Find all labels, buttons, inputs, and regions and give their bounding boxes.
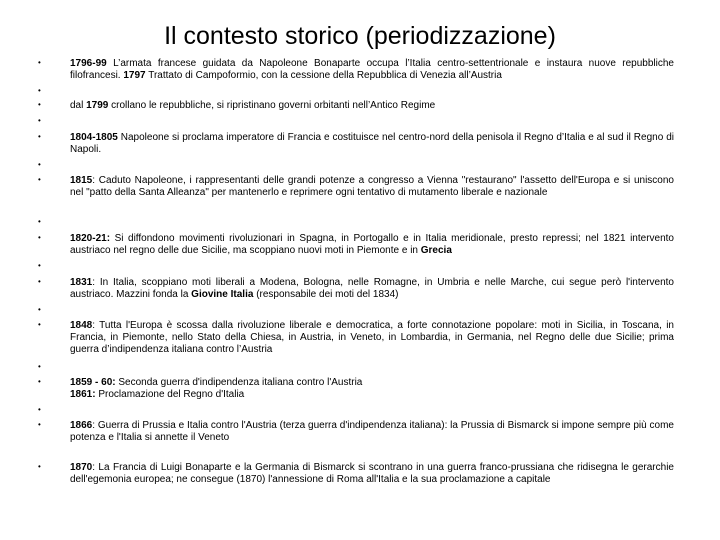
list-item: 1870: La Francia di Luigi Bonaparte e la Germania di Bismarck si scontrano in una guerra franco-prussiana che ridisegna le gerarchie dell'egemonia europea; ne consegue (1870) l'annessione di Roma all'Italia e la sua proclamazione a capitale <box>70 462 674 485</box>
bullet-icon: • <box>38 86 41 95</box>
bullet-icon: • <box>38 132 41 141</box>
bullet-icon: • <box>38 217 41 226</box>
list-item: 1820-21: Si diffondono movimenti rivoluzionari in Spagna, in Portogallo e in Italia meridionale, presto repressi; nel 1821 intervento austriaco nel regno delle due Sicilie, ma scoppiano nuovi moti in Piemonte e in Grecia <box>70 233 674 256</box>
bullet-icon: • <box>38 462 41 471</box>
bullet-icon: • <box>38 160 41 169</box>
item-date: 1870 <box>70 462 93 473</box>
list-item: 1859 - 60: Seconda guerra d'indipendenza italiana contro l'Austria 1861: Proclamazione del Regno d'Italia <box>70 377 363 400</box>
item-date: 1866 <box>70 420 93 431</box>
bullet-icon: • <box>38 116 41 125</box>
item-date: 1804-1805 <box>70 132 118 143</box>
item-date: 1820-21: <box>70 233 111 244</box>
bullet-icon: • <box>38 277 41 286</box>
bullet-icon: • <box>38 233 41 242</box>
slide-title: Il contesto storico (periodizzazione) <box>164 22 556 50</box>
list-item: 1848: Tutta l'Europa è scossa dalla rivoluzione liberale e democratica, a forte connotazione popolare: moti in Sicilia, in Toscana, in Francia, in Piemonte, nello Stato della Chiesa, in Austria, in Veneto, in Lombardia, in Germania, nel Regno delle due Sicilie; prima guerra d’indipendenza italiana contro l’Austria <box>70 320 674 355</box>
bullet-icon: • <box>38 100 41 109</box>
list-item: 1815: Caduto Napoleone, i rappresentanti delle grandi potenze a congresso a Vienna "restaurano" l'assetto dell'Europa e si uniscono nel "patto della Santa Alleanza" per mantenerlo e reprimere ogni tentativo di mutamento liberale e nazionale <box>70 175 674 198</box>
item-date: 1859 - 60: <box>70 377 116 388</box>
bullet-icon: • <box>38 261 41 270</box>
item-date: 1831 <box>70 277 93 288</box>
bullet-icon: • <box>38 320 41 329</box>
bullet-icon: • <box>38 405 41 414</box>
list-item: 1866: Guerra di Prussia e Italia contro l'Austria (terza guerra d'indipendenza italiana): la Prussia di Bismarck si impone sempre più come potenza e l'Italia si annette il Veneto <box>70 420 674 443</box>
bullet-icon: • <box>38 362 41 371</box>
item-date: 1848 <box>70 320 93 331</box>
item-date: 1796-99 <box>70 58 107 69</box>
bullet-icon: • <box>38 420 41 429</box>
bullet-icon: • <box>38 305 41 314</box>
list-item: dal 1799 crollano le repubbliche, si ripristinano governi orbitanti nell’Antico Regime <box>70 100 436 111</box>
bullet-icon: • <box>38 377 41 386</box>
item-date: 1815 <box>70 175 93 186</box>
bullet-icon: • <box>38 175 41 184</box>
list-item: 1831: In Italia, scoppiano moti liberali a Modena, Bologna, nelle Romagne, in Umbria e nelle Marche, cui segue però l'intervento austriaco. Mazzini fonda la Giovine Italia (responsabile dei moti del 1834) <box>70 277 674 300</box>
list-item: 1804-1805 Napoleone si proclama imperatore di Francia e costituisce nel centro-nord della penisola il Regno d’Italia e al sud il Regno di Napoli. <box>70 132 674 155</box>
bullet-icon: • <box>38 58 41 67</box>
item-date: 1799 <box>86 100 109 111</box>
list-item: 1796-99 L’armata francese guidata da Napoleone Bonaparte occupa l’Italia centro-settentrionale e instaura nuove repubbliche filofrancesi. 1797 Trattato di Campoformio, con la cessione della Repubblica di Venezia all’Austria <box>70 58 674 81</box>
